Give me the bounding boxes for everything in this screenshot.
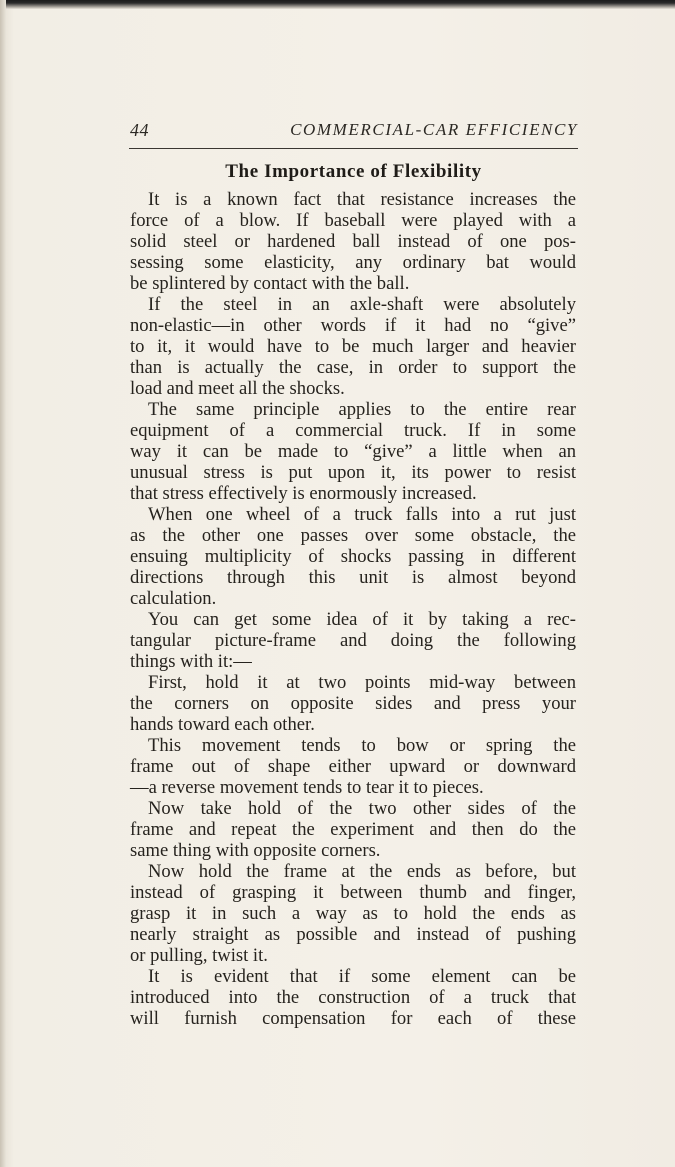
text-line: instead of grasping it between thumb and finger, [130, 882, 576, 903]
text-line: be splintered by contact with the ball. [130, 273, 410, 294]
text-line: than is actually the case, in order to support the [130, 357, 576, 378]
text-line: frame out of shape either upward or downward [130, 756, 576, 777]
page-header [129, 118, 578, 149]
running-head: COMMERCIAL-CAR EFFICIENCY [290, 120, 578, 139]
text-line: sessing some elasticity, any ordinary bat would [130, 252, 576, 273]
text-line: same thing with opposite corners. [130, 840, 381, 861]
page-binding-edge [0, 0, 6, 1167]
text-line: —a reverse movement tends to tear it to pieces. [130, 777, 484, 798]
text-line: to it, it would have to be much larger and heavier [130, 336, 576, 357]
page-number: 44 [130, 120, 149, 140]
text-line: The same principle applies to the entire rear [148, 399, 576, 420]
text-line: Now take hold of the two other sides of the [148, 798, 576, 819]
text-line: grasp it in such a way as to hold the ends as [130, 903, 576, 924]
text-line: If the steel in an axle-shaft were absolutely [148, 294, 576, 315]
text-line: tangular picture-frame and doing the following [130, 630, 576, 651]
text-line: as the other one passes over some obstacle, the [130, 525, 576, 546]
text-line: load and meet all the shocks. [130, 378, 345, 399]
text-line: ensuing multiplicity of shocks passing in different [130, 546, 576, 567]
text-line: hands toward each other. [130, 714, 315, 735]
text-line: unusual stress is put upon it, its power to resist [130, 462, 576, 483]
text-line: way it can be made to “give” a little when an [130, 441, 576, 462]
text-line: things with it:— [130, 651, 252, 672]
text-line: Now hold the frame at the ends as before, but [148, 861, 576, 882]
page-top-edge [0, 0, 675, 9]
text-line: It is a known fact that resistance increases the [148, 189, 576, 210]
text-line: directions through this unit is almost beyond [130, 567, 576, 588]
text-line: introduced into the construction of a truck that [130, 987, 576, 1008]
section-title: The Importance of Flexibility [225, 161, 482, 182]
text-line: First, hold it at two points mid-way between [148, 672, 576, 693]
text-line: equipment of a commercial truck. If in some [130, 420, 576, 441]
text-line: frame and repeat the experiment and then do the [130, 819, 576, 840]
text-line: nearly straight as possible and instead of pushing [130, 924, 576, 945]
text-line: This movement tends to bow or spring the [148, 735, 576, 756]
text-line: You can get some idea of it by taking a rec- [148, 609, 576, 630]
text-line: calculation. [130, 588, 217, 609]
text-line: When one wheel of a truck falls into a rut just [148, 504, 576, 525]
text-line: the corners on opposite sides and press your [130, 693, 576, 714]
text-line: It is evident that if some element can be [148, 966, 576, 987]
text-line: that stress effectively is enormously increased. [130, 483, 477, 504]
text-line: force of a blow. If baseball were played with a [130, 210, 576, 231]
text-line: non-elastic—in other words if it had no “give” [130, 315, 576, 336]
text-line: solid steel or hardened ball instead of one pos- [130, 231, 576, 252]
text-line: will furnish compensation for each of these [130, 1008, 576, 1029]
text-line: or pulling, twist it. [130, 945, 268, 966]
